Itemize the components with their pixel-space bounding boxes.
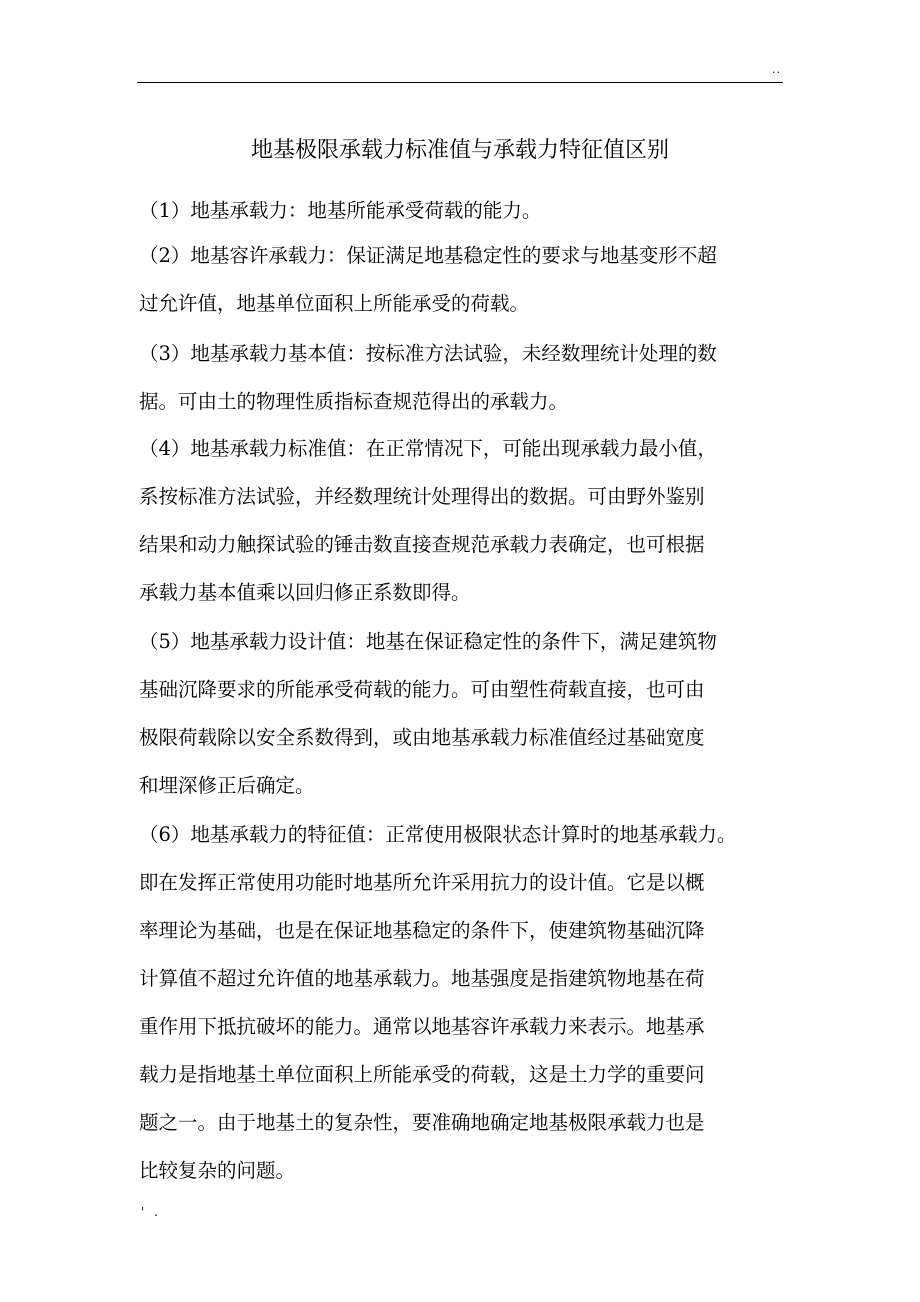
paragraph-line: 计算值不超过允许值的地基承载力。地基强度是指建筑物地基在荷 [139, 967, 705, 990]
paragraph-line: （6）地基承载力的特征值：正常使用极限状态计算时的地基承载力。 [139, 823, 737, 846]
paragraph-line: 重作用下抵抗破坏的能力。通常以地基容许承载力来表示。地基承 [139, 1015, 705, 1038]
footer-mark: ' . [141, 1205, 161, 1219]
header-rule [137, 82, 783, 83]
paragraph-line: （4）地基承载力标准值：在正常情况下，可能出现承载力最小值， [139, 437, 717, 460]
paragraph-line: 题之一。由于地基土的复杂性，要准确地确定地基极限承载力也是 [139, 1111, 705, 1134]
paragraph-line: 基础沉降要求的所能承受荷载的能力。可由塑性荷载直接，也可由 [139, 678, 705, 701]
paragraph-line: 过允许值，地基单位面积上所能承受的荷载。 [139, 292, 530, 315]
paragraph-line: （1）地基承载力：地基所能承受荷载的能力。 [139, 199, 542, 222]
paragraph-line: （5）地基承载力设计值：地基在保证稳定性的条件下，满足建筑物 [139, 630, 717, 653]
paragraph-line: 比较复杂的问题。 [139, 1159, 296, 1182]
paragraph-line: （2）地基容许承载力：保证满足地基稳定性的要求与地基变形不超 [139, 244, 717, 267]
paragraph-line: 率理论为基础，也是在保证地基稳定的条件下，使建筑物基础沉降 [139, 919, 705, 942]
paragraph-line: 据。可由土的物理性质指标查规范得出的承载力。 [139, 390, 569, 413]
paragraph-line: 系按标准方法试验，并经数理统计处理得出的数据。可由野外鉴别 [139, 485, 705, 508]
paragraph-line: 载力是指地基土单位面积上所能承受的荷载，这是土力学的重要问 [139, 1063, 705, 1086]
document-title: 地基极限承载力标准值与承载力特征值区别 [250, 137, 669, 163]
paragraph-line: 承载力基本值乘以回归修正系数即得。 [139, 581, 471, 604]
paragraph-line: 即在发挥正常使用功能时地基所允许采用抗力的设计值。它是以概 [139, 871, 705, 894]
paragraph-line: 极限荷载除以安全系数得到，或由地基承载力标准值经过基础宽度 [139, 726, 705, 749]
paragraph-line: （3）地基承载力基本值：按标准方法试验，未经数理统计处理的数 [139, 342, 717, 365]
paragraph-line: 结果和动力触探试验的锤击数直接查规范承载力表确定，也可根据 [139, 533, 705, 556]
header-mark: .. [772, 63, 781, 76]
paragraph-line: 和埋深修正后确定。 [139, 774, 315, 797]
